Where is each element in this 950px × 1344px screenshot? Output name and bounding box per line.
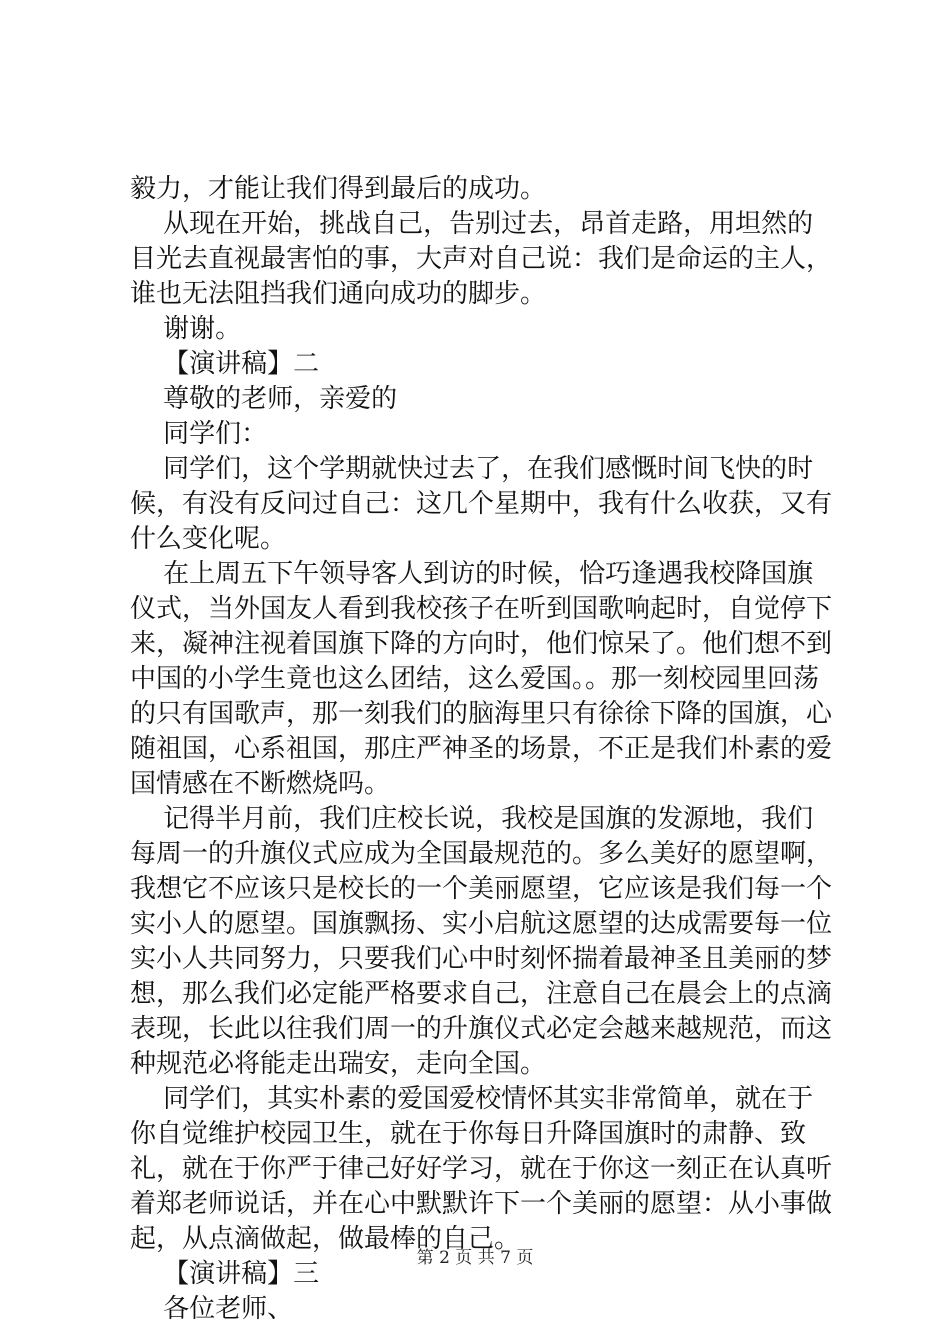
- section-heading: 【演讲稿】三: [130, 1259, 320, 1289]
- paragraph: 记得半月前，我们庄校长说，我校是国旗的发源地，我们每周一的升旗仪式应成为全国最规范的。多么美好的愿望啊，我想它不应该只是校长的一个美丽愿望，它应该是我们每一个实小人的愿望。国旗飘扬、实小启航这愿望的达成需要每一位实小人共同努力，只要我们心中时刻怀揣着最神圣且美丽的梦想，那么我们必定能严格要求自己，注意自己在晨会上的点滴表现，长此以往我们周一的升旗仪式必定会越来越规范，而这种规范必将能走出瑞安，走向全国。: [130, 804, 833, 1079]
- section-heading: 【演讲稿】二: [130, 349, 320, 379]
- paragraph: 谢谢。: [130, 314, 242, 344]
- salutation: 各位老师、: [130, 1294, 294, 1324]
- paragraph: 同学们，其实朴素的爱国爱校情怀其实非常简单，就在于你自觉维护校园卫生，就在于你每日升降国旗时的肃静、致礼，就在于你严于律己好好学习，就在于你这一刻正在认真听着郑老师说话，并在心中默默许下一个美丽的愿望：从小事做起，从点滴做起，做最棒的自己。: [130, 1084, 833, 1254]
- paragraph: 同学们，这个学期就快过去了，在我们感慨时间飞快的时候，有没有反问过自己：这几个星期中，我有什么收获，又有什么变化呢。: [130, 454, 833, 554]
- document-body: [130, 172, 834, 1327]
- page-number-footer: 第 2 页 共 7 页: [416, 1248, 534, 1268]
- paragraph: 从现在开始，挑战自己，告别过去，昂首走路，用坦然的目光去直视最害怕的事，大声对自己说：我们是命运的主人，谁也无法阻挡我们通向成功的脚步。: [130, 209, 833, 309]
- salutation: 同学们：: [130, 419, 268, 449]
- paragraph: 在上周五下午领导客人到访的时候，恰巧逢遇我校降国旗仪式，当外国友人看到我校孩子在听到国歌响起时，自觉停下来，凝神注视着国旗下降的方向时，他们惊呆了。他们想不到中国的小学生竟也这么团结，这么爱国。。那一刻校园里回荡的只有国歌声，那一刻我们的脑海里只有徐徐下降的国旗，心随祖国，心系祖国，那庄严神圣的场景，不正是我们朴素的爱国情感在不断燃烧吗。: [130, 559, 833, 799]
- salutation: 尊敬的老师，亲爱的: [130, 384, 398, 414]
- paragraph: 毅力，才能让我们得到最后的成功。: [130, 174, 547, 204]
